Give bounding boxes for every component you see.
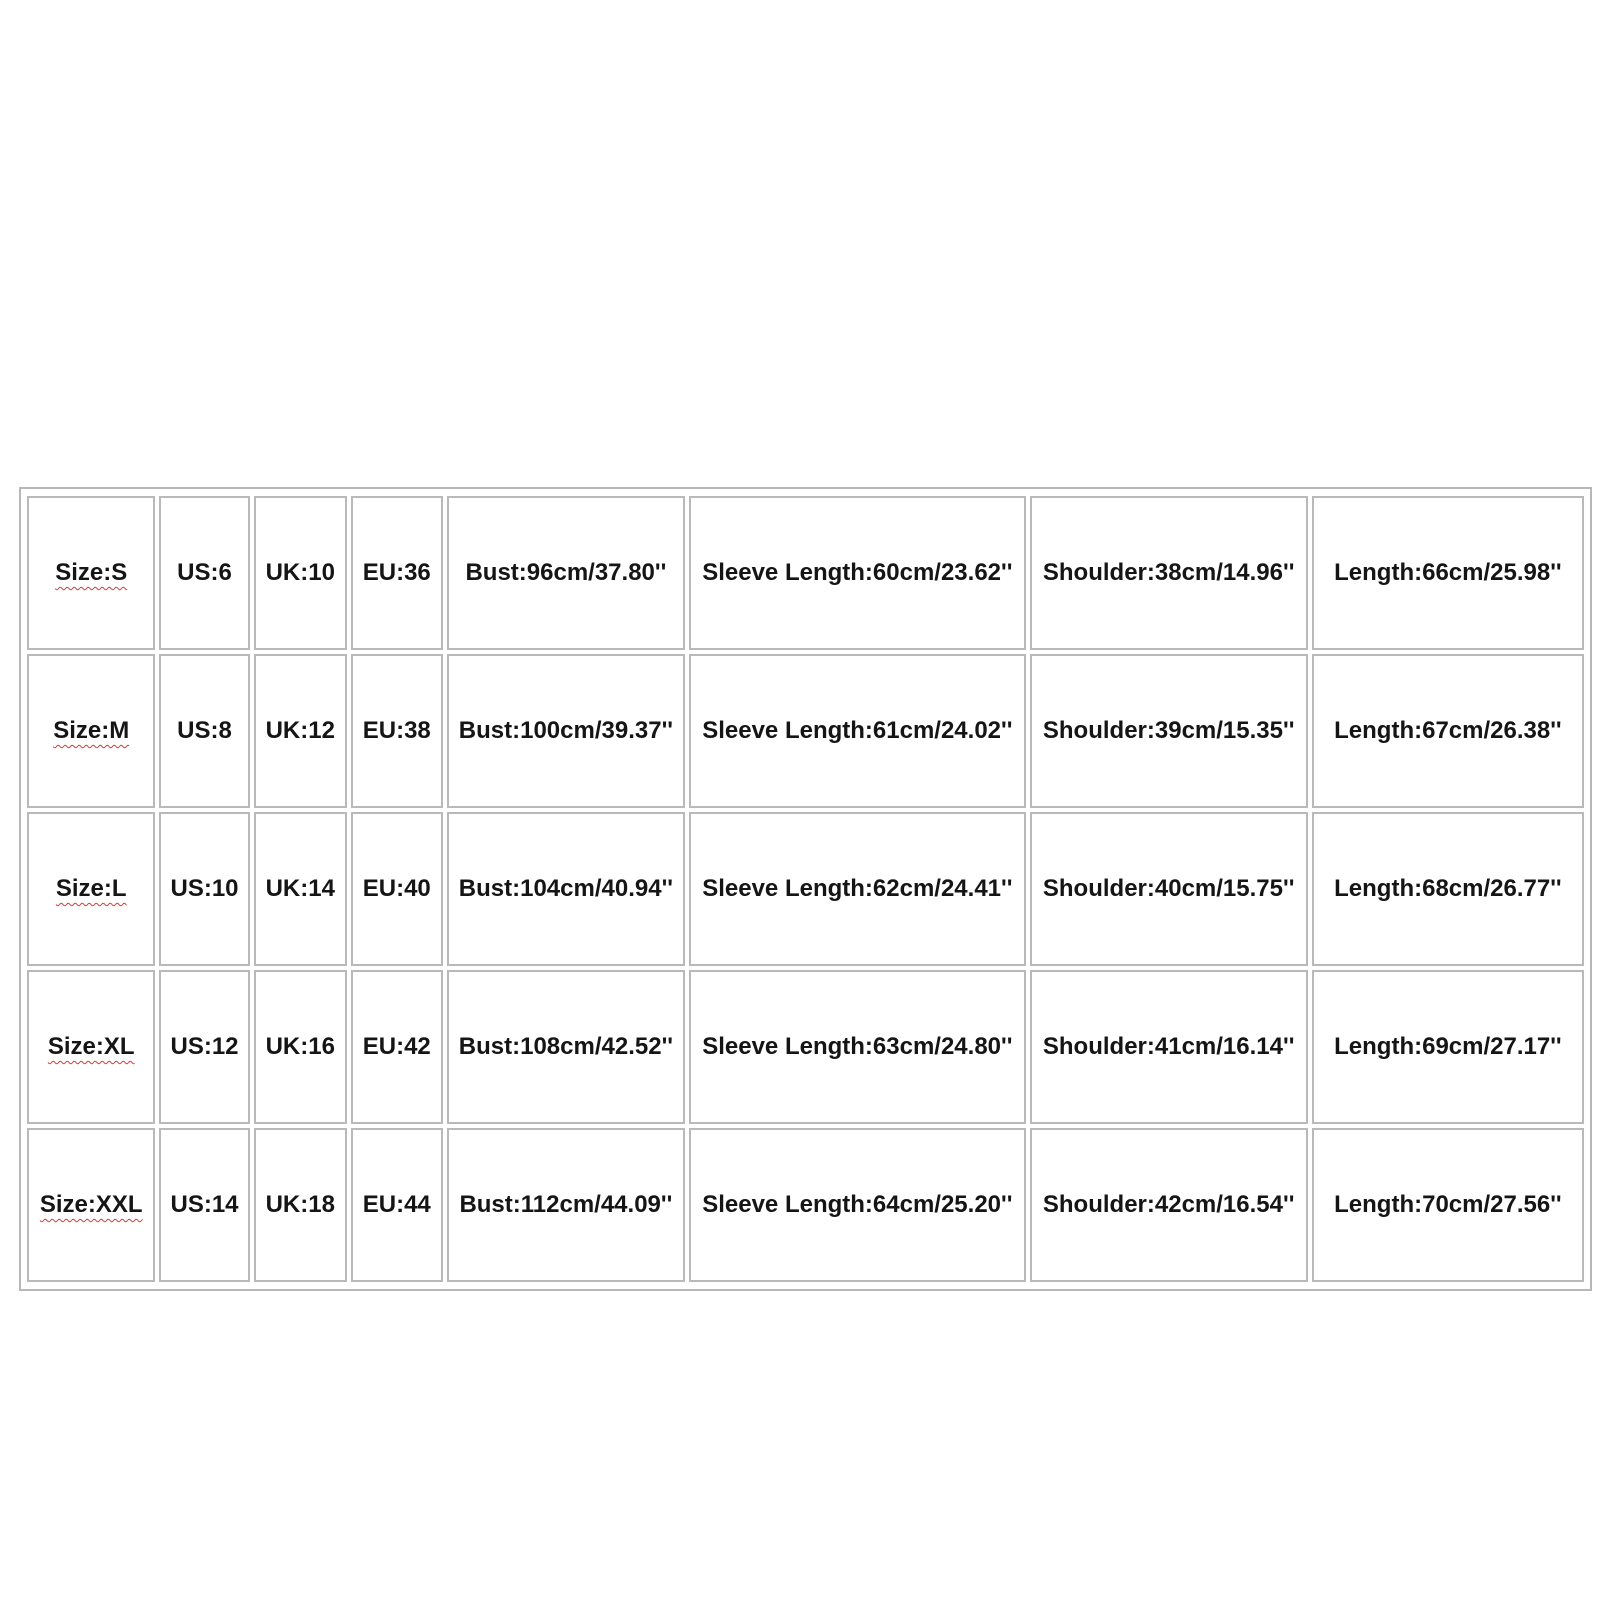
bust-cell: Bust:100cm/39.37'' <box>447 654 686 808</box>
uk-size-cell: UK:14 <box>254 812 347 966</box>
bust-cell: Bust:96cm/37.80'' <box>447 496 686 650</box>
length-cell: Length:66cm/25.98'' <box>1312 496 1584 650</box>
sleeve-length-cell: Sleeve Length:62cm/24.41'' <box>689 812 1025 966</box>
uk-size-cell: UK:18 <box>254 1128 347 1282</box>
us-size-cell: US:14 <box>159 1128 249 1282</box>
shoulder-cell: Shoulder:42cm/16.54'' <box>1030 1128 1308 1282</box>
us-size-cell: US:6 <box>159 496 249 650</box>
size-cell <box>27 812 155 966</box>
eu-size-cell: EU:36 <box>351 496 443 650</box>
us-size-cell: US:10 <box>159 812 249 966</box>
table-row <box>27 1128 1584 1282</box>
shoulder-cell: Shoulder:41cm/16.14'' <box>1030 970 1308 1124</box>
size-label: Size:S <box>55 559 128 586</box>
size-chart-table <box>23 492 1588 1286</box>
size-chart <box>19 487 1592 1291</box>
uk-size-cell: UK:12 <box>254 654 347 808</box>
size-label: Size:XL <box>47 1033 135 1060</box>
sleeve-length-cell: Sleeve Length:63cm/24.80'' <box>689 970 1025 1124</box>
bust-cell: Bust:112cm/44.09'' <box>447 1128 686 1282</box>
shoulder-cell: Shoulder:38cm/14.96'' <box>1030 496 1308 650</box>
size-label: Size:XXL <box>39 1191 143 1218</box>
length-cell: Length:67cm/26.38'' <box>1312 654 1584 808</box>
table-row <box>27 654 1584 808</box>
eu-size-cell: EU:42 <box>351 970 443 1124</box>
length-cell: Length:69cm/27.17'' <box>1312 970 1584 1124</box>
uk-size-cell: UK:16 <box>254 970 347 1124</box>
eu-size-cell: EU:40 <box>351 812 443 966</box>
shoulder-cell: Shoulder:39cm/15.35'' <box>1030 654 1308 808</box>
us-size-cell: US:12 <box>159 970 249 1124</box>
size-cell <box>27 496 155 650</box>
size-label: Size:M <box>53 717 130 744</box>
length-cell: Length:68cm/26.77'' <box>1312 812 1584 966</box>
us-size-cell: US:8 <box>159 654 249 808</box>
size-cell <box>27 654 155 808</box>
eu-size-cell: EU:38 <box>351 654 443 808</box>
size-cell <box>27 970 155 1124</box>
eu-size-cell: EU:44 <box>351 1128 443 1282</box>
size-label: Size:L <box>55 875 127 902</box>
bust-cell: Bust:104cm/40.94'' <box>447 812 686 966</box>
sleeve-length-cell: Sleeve Length:60cm/23.62'' <box>689 496 1025 650</box>
size-cell <box>27 1128 155 1282</box>
table-row <box>27 970 1584 1124</box>
table-row <box>27 496 1584 650</box>
sleeve-length-cell: Sleeve Length:61cm/24.02'' <box>689 654 1025 808</box>
bust-cell: Bust:108cm/42.52'' <box>447 970 686 1124</box>
table-row <box>27 812 1584 966</box>
sleeve-length-cell: Sleeve Length:64cm/25.20'' <box>689 1128 1025 1282</box>
length-cell: Length:70cm/27.56'' <box>1312 1128 1584 1282</box>
uk-size-cell: UK:10 <box>254 496 347 650</box>
shoulder-cell: Shoulder:40cm/15.75'' <box>1030 812 1308 966</box>
